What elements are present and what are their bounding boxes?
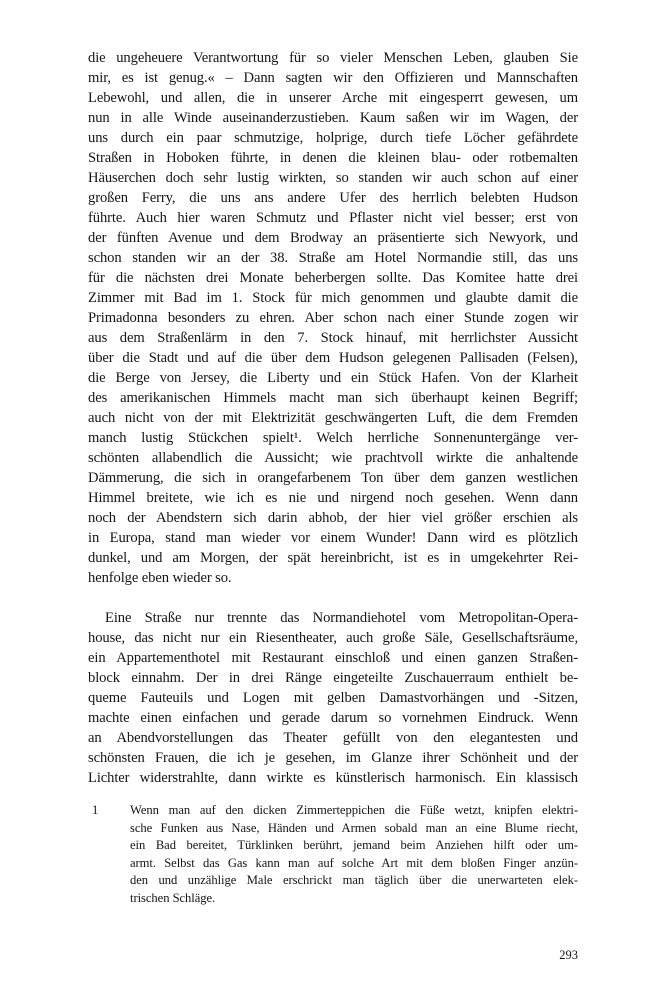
text-line: führte. Auch hier waren Schmutz und Pflaster nicht viel besser; erst von <box>88 210 578 226</box>
text-line: Lichter widerstrahlte, dann wirkte es künstlerisch harmonisch. Ein klassisch <box>88 770 578 786</box>
paragraph-1 <box>88 48 578 588</box>
text-line: armt. Selbst das Gas kann man auf solche Art mit dem bloßen Finger anzün- <box>130 855 578 870</box>
text-line: an Abendvorstellungen das Theater gefüllt von den elegantesten und <box>88 730 578 746</box>
text-line: dunkel, und am Morgen, der spät hereinbricht, ist es in umgekehrter Rei- <box>88 550 578 566</box>
text-line: henfolge eben wieder so. <box>88 570 232 586</box>
text-line: des amerikanischen Himmels macht man sich überhaupt keinen Begriff; <box>88 390 578 406</box>
text-line: großen Ferry, die uns ans andere Ufer des herrlich belebten Hudson <box>88 190 578 206</box>
text-line: Eine Straße nur trennte das Normandiehotel vom Metropolitan-Opera- <box>105 610 578 626</box>
text-line: machte einen einfachen und gerade darum so vornehmen Eindruck. Wenn <box>88 710 578 726</box>
text-line: schönsten Frauen, die ich je gesehen, im Glanze ihrer Schönheit und der <box>88 750 578 766</box>
text-line: Himmel breitete, wie ich es nie und nirgend noch gesehen. Wenn dann <box>88 490 578 506</box>
text-block <box>88 48 578 907</box>
footnote <box>88 802 578 907</box>
text-line: Häuserchen doch sehr lustig wirkten, so standen wir auch schon auf einer <box>88 170 578 186</box>
footnote-text <box>130 802 578 907</box>
paragraph-2 <box>88 608 578 788</box>
page-number: 293 <box>559 948 578 962</box>
text-line: die Berge von Jersey, die Liberty und ein Stück Hafen. Von der Klarheit <box>88 370 578 386</box>
text-line: ein Bad bereitet, Türklinken berührt, jemand beim Anziehen hilft oder um- <box>130 838 578 852</box>
text-line: Lebewohl, und allen, die in unserer Arche mit eingesperrt gewesen, um <box>88 90 578 106</box>
text-line: Primadonna besonders zu ehren. Aber schon nach einer Stunde zogen wir <box>88 310 578 326</box>
text-line: ein Appartementhotel mit Restaurant einschloß und einen ganzen Straßen- <box>88 650 578 666</box>
text-line: house, das nicht nur ein Riesentheater, auch große Säle, Gesellschaftsräume, <box>88 630 578 646</box>
text-line: trischen Schläge. <box>130 890 216 905</box>
text-line: nun in alle Winde auseinanderzustieben. Kaum saßen wir im Wagen, der <box>88 110 578 126</box>
text-line: Straßen in Hoboken führte, in denen die kleinen blau- oder rotbemalten <box>88 150 578 166</box>
text-line: Dämmerung, die sich in orangefarbenem Ton über dem ganzen westlichen <box>88 470 578 486</box>
text-line: den und unzählige Male erschrickt man täglich über die unerwarteten elek- <box>130 873 578 887</box>
text-line: Wenn man auf den dicken Zimmerteppichen die Füße wetzt, knipfen elektri- <box>130 803 578 817</box>
text-line: über die Stadt und auf die über dem Hudson gelegenen Pallisaden (Felsen), <box>88 350 578 366</box>
text-line: manch lustig Stückchen spielt¹. Welch herrliche Sonnenuntergänge ver- <box>88 430 578 446</box>
text-line: mir, es ist genug.« – Dann sagten wir den Offizieren und Mannschaften <box>88 70 578 86</box>
text-line: schon standen wir an der 38. Straße am Hotel Normandie still, das uns <box>88 250 578 266</box>
text-line: schönten allabendlich die Aussicht; wie prachtvoll wirkte die anhaltende <box>88 450 578 466</box>
text-line: der fünften Avenue und dem Brodway an präsentierte sich Newyork, und <box>88 230 578 246</box>
text-line: für die nächsten drei Monate beherbergen sollte. Das Komitee hatte drei <box>88 270 578 286</box>
text-line: Zimmer mit Bad im 1. Stock für mich genommen und glaubte damit die <box>88 290 578 306</box>
text-line: auch nicht von der mit Elektrizität geschwängerten Luft, die dem Fremden <box>88 410 578 426</box>
text-line: queme Fauteuils und Logen mit gelben Damastvorhängen und -Sitzen, <box>88 690 578 706</box>
text-line: noch der Abendstern sich darin abhob, der hier viel größer erschien als <box>88 510 578 526</box>
text-line: sche Funken aus Nase, Händen und Armen sobald man an eine Blume riecht, <box>130 820 578 835</box>
text-line: aus dem Straßenlärm in den 7. Stock hinauf, mit herrlichster Aussicht <box>88 330 578 346</box>
text-line: die ungeheuere Verantwortung für so vieler Menschen Leben, glauben Sie <box>88 50 578 66</box>
footnote-marker: 1 <box>92 803 99 817</box>
text-line: in Europa, stand man wieder vor einem Wunder! Dann wird es plötzlich <box>88 530 578 546</box>
text-line: block einnahm. Der in drei Ränge eingeteilte Zuschauerraum enthielt be- <box>88 670 578 686</box>
text-line: uns durch ein paar schmutzige, holprige, durch tiefe Löcher gefährdete <box>88 130 578 146</box>
